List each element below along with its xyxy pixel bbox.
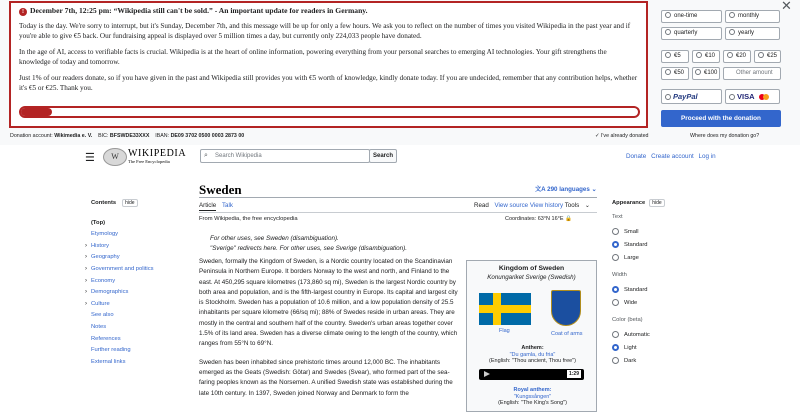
option-label: Automatic <box>624 331 650 338</box>
tab-talk[interactable]: Talk <box>221 202 233 209</box>
toc-link[interactable]: References <box>91 335 121 342</box>
page-title: Sweden <box>199 182 242 197</box>
radio-icon[interactable] <box>612 228 619 235</box>
paypal-logo: PayPal <box>673 92 698 101</box>
site-tagline: The Free Encyclopedia <box>128 159 170 164</box>
toc-link[interactable]: Government and politics <box>91 265 154 272</box>
toc-link[interactable]: See also <box>91 312 114 319</box>
frequency-label: one-time <box>674 13 698 19</box>
visa-logo: VISA <box>737 92 755 101</box>
close-icon[interactable]: ✕ <box>781 0 792 13</box>
chevron-down-icon: ⌄ <box>584 202 591 209</box>
appearance-hide-button[interactable]: hide <box>649 199 664 207</box>
translate-icon: 文A <box>535 186 546 193</box>
radio-icon <box>665 94 671 100</box>
frequency-monthly[interactable] <box>725 10 780 23</box>
anthem-label: Anthem: <box>521 345 544 351</box>
tab-tools[interactable] <box>565 202 594 209</box>
create-account-link[interactable]: Create account <box>651 153 694 160</box>
table-of-contents <box>85 200 171 370</box>
hatnotes <box>210 234 407 254</box>
amount-label: €25 <box>767 53 778 59</box>
alert-icon: ! <box>19 8 27 16</box>
paypal-option[interactable] <box>661 89 722 104</box>
bank-details <box>10 133 244 139</box>
article-paragraph: Sweden has been inhabited since prehistoric times around 12,000 BC. The inhabitants emerged as the Geats (Swedish: Götar) and Swedes (Svear), who formed part of the sea-faring peoples known as the Norsemen. A unified Swedish state was established during the late 10th century. In 1397, Sweden joined Norway and Denmark to form the <box>199 358 453 397</box>
hatnote: For other uses, see Sweden (disambiguation). <box>210 235 339 242</box>
text-size-label: Text <box>612 214 623 220</box>
royal-anthem-link[interactable]: "Kungssången" <box>513 393 552 400</box>
color-dark[interactable] <box>612 354 702 367</box>
frequency-yearly[interactable] <box>725 27 780 40</box>
bank-account-label: Donation account: <box>10 133 53 139</box>
amount-5[interactable] <box>661 50 689 63</box>
bic-label: BIC: <box>98 133 109 139</box>
amount-label: €20 <box>736 53 747 59</box>
chevron-down-icon: ⌄ <box>591 186 597 193</box>
frequency-one-time[interactable] <box>661 10 722 23</box>
flag-image[interactable] <box>479 293 531 325</box>
frequency-quarterly[interactable] <box>661 27 722 40</box>
already-donated-link[interactable] <box>595 133 648 139</box>
radio-selected-icon[interactable] <box>612 241 619 248</box>
audio-player[interactable] <box>479 369 584 380</box>
radio-icon <box>729 94 735 100</box>
anthem-english: (English: "Thou ancient, Thou free") <box>489 358 576 364</box>
amount-25[interactable] <box>754 50 781 63</box>
option-label: Large <box>624 254 639 261</box>
fundraising-banner <box>0 0 800 145</box>
audio-duration: 1:29 <box>568 371 579 377</box>
article-body <box>199 257 461 407</box>
option-label: Standard <box>624 241 648 248</box>
toc-link[interactable]: Further reading <box>91 347 131 354</box>
toc-link[interactable]: Demographics <box>91 289 129 296</box>
text-size-standard[interactable] <box>612 238 702 251</box>
wikipedia-globe-logo[interactable]: W <box>103 148 127 166</box>
search-placeholder: Search Wikipedia <box>215 153 262 159</box>
appeal-paragraph: Just 1% of our readers donate, so if you have given in the past and Wikipedia still provides you with €5 worth of knowledge, kindly donate today. If you are undecided, remember that any contribution helps, whether it's €5 or €25. Thank you. <box>19 74 638 92</box>
amount-label: €100 <box>704 70 718 76</box>
coordinates[interactable] <box>505 216 572 222</box>
frequency-label: quarterly <box>674 30 698 36</box>
radio-selected-icon[interactable] <box>612 344 619 351</box>
royal-anthem-english: (English: "The King's Song") <box>498 400 567 406</box>
color-light[interactable] <box>612 341 702 354</box>
appearance-panel <box>612 200 702 367</box>
infobox-native-name: Konungariket Sverige (Swedish) <box>487 274 576 281</box>
anthem-section <box>467 345 598 365</box>
toc-link[interactable]: Culture <box>91 300 110 307</box>
amount-10[interactable] <box>692 50 720 63</box>
tabs-divider <box>199 212 597 213</box>
search-button[interactable]: Search <box>369 149 397 163</box>
appeal-paragraph: In the age of AI, access to verifiable facts is crucial. Wikipedia is at the heart of online information, powering everything from your personal searches to emerging AI technologies. Your gift strengthens the knowledge of today and tomorrow. <box>19 48 607 66</box>
chevron-right-icon[interactable]: › <box>85 254 87 261</box>
option-label: Wide <box>624 299 638 306</box>
amount-label: €50 <box>674 70 685 76</box>
frequency-label: monthly <box>738 13 760 19</box>
coat-of-arms-image[interactable] <box>551 290 581 326</box>
chevron-right-icon[interactable]: › <box>85 289 87 296</box>
tab-read[interactable]: Read <box>474 202 489 209</box>
radio-icon <box>729 12 735 18</box>
bank-account-value: Wikimedia e. V. <box>54 133 93 139</box>
toc-item-see-also[interactable] <box>91 312 171 324</box>
chevron-right-icon[interactable]: › <box>85 242 87 249</box>
card-option[interactable] <box>725 89 780 104</box>
amount-label: €10 <box>705 53 716 59</box>
login-link[interactable]: Log in <box>698 153 716 160</box>
radio-icon <box>727 52 733 58</box>
tools-label: Tools <box>564 202 580 209</box>
radio-icon <box>665 12 671 18</box>
infobox <box>466 260 597 412</box>
toc-link[interactable]: Etymology <box>91 231 119 238</box>
appeal-box <box>9 1 648 128</box>
amount-100[interactable] <box>692 67 720 80</box>
color-label: Color (beta) <box>612 317 643 323</box>
coordinates-text: Coordinates: 63°N 16°E <box>505 216 564 222</box>
coat-of-arms-caption[interactable]: Coat of arms <box>551 331 583 337</box>
radio-icon <box>695 69 701 75</box>
toc-item-demographics[interactable] <box>85 289 171 301</box>
option-label: Small <box>624 228 639 235</box>
radio-selected-icon[interactable] <box>612 286 619 293</box>
title-divider <box>199 197 597 198</box>
donation-progress-bar <box>19 106 640 118</box>
hatnote: "Sverige" redirects here. For other uses, see Sverige (disambiguation). <box>210 245 407 252</box>
toc-title: Contents <box>91 200 117 206</box>
flag-caption[interactable]: Flag <box>499 328 510 334</box>
iban-value: DE09 3702 0500 0003 2873 00 <box>170 133 245 139</box>
where-donation-goes-link[interactable]: Where does my donation go? <box>690 133 760 139</box>
toc-item-further-reading[interactable] <box>91 347 171 359</box>
lock-icon: 🔒 <box>565 216 572 222</box>
toc-item-etymology[interactable] <box>91 231 171 243</box>
toc-header <box>91 200 171 212</box>
width-standard[interactable] <box>612 283 702 296</box>
amount-20[interactable] <box>723 50 751 63</box>
radio-icon <box>758 52 764 58</box>
appeal-title-text: December 7th, 12:25 pm: “Wikipedia still can't be sold.” - An important update for readers in Germany. <box>30 6 368 15</box>
toc-hide-button[interactable]: hide <box>122 199 137 207</box>
toc-item-government[interactable] <box>85 265 171 278</box>
frequency-label: yearly <box>738 30 755 36</box>
royal-anthem-section <box>467 387 598 407</box>
toc-item-external-links[interactable] <box>91 359 171 371</box>
chevron-right-icon[interactable]: › <box>85 265 87 272</box>
toc-item-references[interactable] <box>91 336 171 348</box>
radio-icon <box>665 52 671 58</box>
width-wide[interactable] <box>612 296 702 309</box>
check-icon: ✓ <box>595 133 600 139</box>
radio-icon <box>665 29 671 35</box>
toc-item-economy[interactable] <box>85 277 171 290</box>
text-size-small[interactable] <box>612 225 702 238</box>
flag-cross-horizontal <box>479 305 531 313</box>
appearance-title: Appearance <box>612 200 646 206</box>
amount-50[interactable] <box>661 67 689 80</box>
mastercard-icon-2 <box>763 94 769 100</box>
option-label: Dark <box>624 357 637 364</box>
play-icon[interactable] <box>484 371 490 377</box>
radio-icon[interactable] <box>612 357 619 364</box>
tab-view-source[interactable]: View source <box>494 202 529 209</box>
option-label: Light <box>624 344 637 351</box>
site-sub: From Wikipedia, the free encyclopedia <box>199 216 298 222</box>
royal-anthem-label[interactable]: Royal anthem: <box>513 387 552 393</box>
toc-link[interactable]: Geography <box>91 254 120 261</box>
search-input[interactable] <box>200 149 370 163</box>
text-size-large[interactable] <box>612 251 702 264</box>
width-label: Width <box>612 272 627 278</box>
page-tabs <box>199 202 597 209</box>
color-automatic[interactable] <box>612 328 702 341</box>
radio-icon <box>696 52 702 58</box>
toc-item-culture[interactable] <box>85 300 171 313</box>
tab-article[interactable]: Article <box>199 202 217 209</box>
toc-item-geography[interactable] <box>85 254 171 266</box>
radio-icon[interactable] <box>612 331 619 338</box>
languages-label: 290 languages <box>547 186 590 193</box>
anthem-link[interactable]: "Du gamla, du fria" <box>509 351 556 358</box>
appeal-paragraph: Today is the day. We're sorry to interrupt, but it's Sunday, December 7th, and this message will be up for only a few hours. We ask you to reflect on the number of times you visited Wikipedia in the past year and if you're able to give €5 back. Our fundraising appeal is displayed over 5 million times a day, but currently only 224,033 people have donated. <box>19 22 631 40</box>
radio-icon <box>729 29 735 35</box>
chevron-right-icon[interactable]: › <box>85 300 87 307</box>
infobox-title: Kingdom of Sweden <box>498 265 565 272</box>
toc-link[interactable]: History <box>91 242 110 249</box>
radio-icon[interactable] <box>612 254 619 261</box>
toc-item-history[interactable] <box>85 242 171 255</box>
already-donated-label: I've already donated <box>600 133 649 139</box>
toc-link[interactable]: Economy <box>91 277 116 284</box>
radio-icon[interactable] <box>612 299 619 306</box>
toc-item-notes[interactable] <box>91 324 171 336</box>
progress-fill <box>21 108 52 116</box>
other-amount-input[interactable]: Other amount <box>723 67 781 80</box>
toc-item-top[interactable]: (Top) <box>91 219 106 226</box>
iban-label: IBAN: <box>155 133 170 139</box>
toc-link[interactable]: Notes <box>91 323 107 330</box>
radio-icon <box>665 69 671 75</box>
bic-value: BFSWDE33XXX <box>109 133 150 139</box>
appeal-title <box>19 6 638 16</box>
article-paragraph: Sweden, formally the Kingdom of Sweden, is a Nordic country located on the Scandinavian Peninsula in Northern Europe. It borders Norway to the west and north, and Finland to the east. At 450,295 square kilometres (173,860 sq mi), Sweden is the largest Nordic country by both area and population, and is the fifth-largest country in Europe. Its capital and largest city is Stockholm. Sweden has a population of 10.6 million, and a low population density of 25.5 inhabitants per square kilometre (66/sq mi); 88% of Swedes reside in urban areas. They are mostly in the central and southern half of the country. Sweden's urban areas together cover 1.5% of its land area. Sweden has a diverse climate owing to the length of the country, which ranges from 55°N to 69°N. <box>199 258 458 348</box>
tab-view-history[interactable]: View history <box>529 202 564 209</box>
personal-tools <box>626 153 716 160</box>
search-icon: ⌕ <box>204 152 208 159</box>
languages-button[interactable] <box>535 184 597 193</box>
view-tabs <box>474 202 598 209</box>
option-label: Standard <box>624 286 648 293</box>
proceed-donation-button[interactable]: Proceed with the donation <box>661 110 781 127</box>
main-menu-icon[interactable]: ☰ <box>85 152 95 164</box>
donate-link[interactable]: Donate <box>626 153 647 160</box>
appearance-header <box>612 200 702 206</box>
amount-label: €5 <box>674 53 681 59</box>
site-name[interactable]: WIKIPEDIA <box>128 148 187 159</box>
chevron-right-icon[interactable]: › <box>85 277 87 284</box>
toc-link[interactable]: External links <box>91 358 126 365</box>
